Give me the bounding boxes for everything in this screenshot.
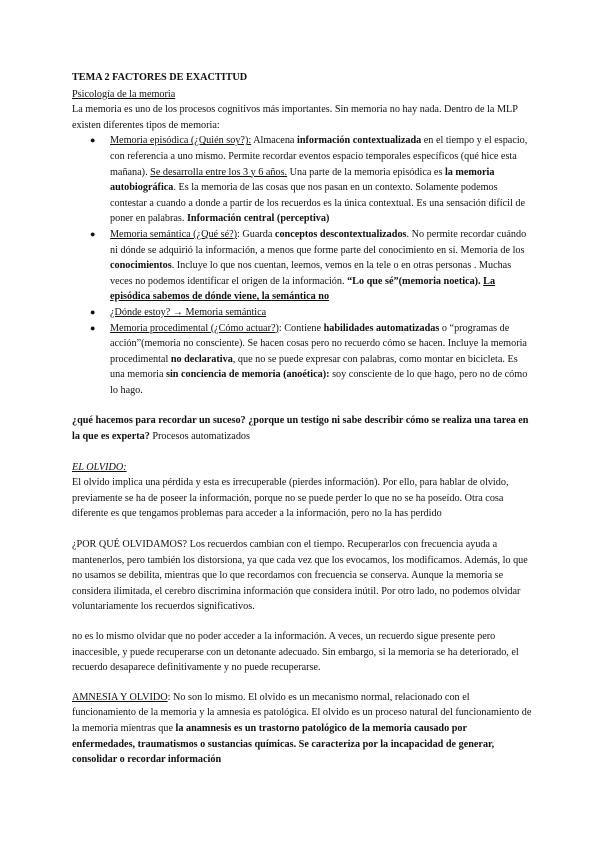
amnesia-paragraph: AMNESIA Y OLVIDO: No son lo mismo. El olvido es un mecanismo normal, relacionado con el funcionamiento de la memoria y la amnesia es patológica. El olvido es un proceso natural del funcionamiento de la memoria mientras que la anamnesis es un trastorno patológico de la memoria causado por enfermedades, traumatismos o sustancias químicas. Se caracteriza por la incapacidad de generar, consolidar o recordar información xyxy=(72,691,532,766)
item-heading: ¿Dónde estoy? → Memoria semántica xyxy=(110,306,267,318)
item-heading: Memoria episódica (¿Quién soy?): xyxy=(110,135,252,147)
item-heading: Memoria procedimental (¿Cómo actuar?) xyxy=(110,322,279,334)
item-heading: Memoria semántica (¿Qué sé?) xyxy=(110,228,238,240)
bullet-icon: ● xyxy=(90,306,96,317)
question-paragraph: ¿qué hacemos para recordar un suceso? ¿porque un testigo ni sabe describir cómo se realiza una tarea en la que es experta? Procesos automatizados xyxy=(72,415,529,443)
list-item-procedimental: ● Memoria procedimental (¿Cómo actuar?): Contiene habilidades automatizadas o “programas de acción”(memoria no consciente). Se hacen cosas pero no recuerdo cómo se hacen. Incluye la memoria procedimental no declarativa, que no se puede expresar con palabras, como montar en bicicleta. Es una memoria sin conciencia de memoria (anoética): soy consciente de lo que hago, pero no de cómo lo hago. xyxy=(90,322,528,396)
page-title: TEMA 2 FACTORES DE EXACTITUD xyxy=(72,72,248,83)
olvido-paragraph-1: El olvido implica una pérdida y esta es irrecuperable (pierdes información). Por ello, para hablar de olvido, previamente se ha de poseer la información, porque no se puede perder lo que no se ha poseído. Otra cosa diferente es que tengamos problemas para acceder a la información, pero no la has perdido xyxy=(72,477,509,520)
memory-types-list xyxy=(72,133,532,398)
bullet-icon: ● xyxy=(90,135,96,146)
list-item-episodica: ● Memoria episódica (¿Quién soy?): Almacena información contextualizada en el tiempo y el espacio, con referencia a uno mismo. Permite recordar eventos espacio temporales específicos (qué hice esta mañana). Se desarrolla entre los 3 y 6 años. Una parte de la memoria episódica es la memoria autobiográfica. Es la memoria de las cosas que nos pasan en un contexto. Solamente podemos contestar a cuando a donde a partir de los recuerdos es la única contextual. Es una sensación difícil de poner en palabras. Información central (perceptiva) xyxy=(90,135,528,225)
document-page xyxy=(72,70,532,768)
olvido-heading: EL OLVIDO: xyxy=(72,461,127,473)
amnesia-heading: AMNESIA Y OLVIDO xyxy=(72,691,168,703)
list-item-donde-estoy xyxy=(72,305,532,321)
intro-paragraph: La memoria es uno de los procesos cognitivos más importantes. Sin memoria no hay nada. Dentro de la MLP existen diferentes tipos de memoria: xyxy=(72,104,518,131)
list-item-semantica: ● Memoria semántica (¿Qué sé?): Guarda conceptos descontextualizados. No permite recordar cuándo ni dónde se adquirió la información, a menos que forme parte del conocimiento en sí. Memoria de los conocimientos. Incluye lo que nos cuentan, leemos, vemos en la tele o en otras personas . Muchas veces no podemos identificar el origen de la información. “Lo que sé”(memoria noetica). La episódica sabemos de dónde viene, la semántica no xyxy=(90,228,527,303)
bullet-icon: ● xyxy=(90,228,96,239)
olvido-paragraph-3: no es lo mismo olvidar que no poder acceder a la información. A veces, un recuerdo sigue presente pero inaccesible, y puede recuperarse con un detonante adecuado. Sin embargo, si la memoria se ha deteriorado, el recuerdo desaparece definitivamente y no puede recuperarse. xyxy=(72,631,519,674)
bullet-icon: ● xyxy=(90,322,96,333)
page-subtitle: Psicología de la memoria xyxy=(72,88,176,100)
olvido-paragraph-2: ¿POR QUÉ OLVIDAMOS? Los recuerdos cambian con el tiempo. Recuperarlos con frecuencia ayuda a mantenerlos, pero también los distorsiona, ya que cada vez que los evocamos, los modificamos. Además, lo que no usamos se debilita, mientras que lo que recordamos con frecuencia se conserva. Aunque la memoria se considera ilimitada, el cerebro discrimina información que considera inútil. Por otro lado, no podemos olvidar voluntariamente los recuerdos significativos. xyxy=(72,539,528,613)
